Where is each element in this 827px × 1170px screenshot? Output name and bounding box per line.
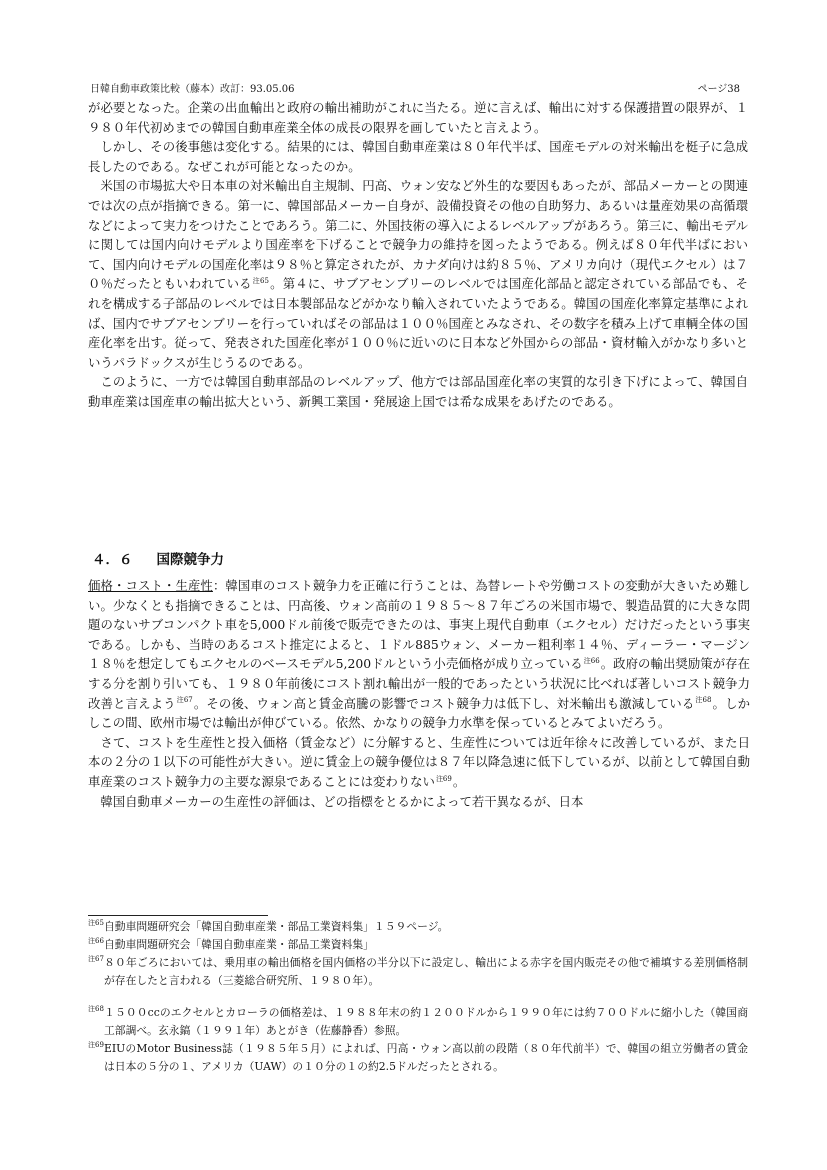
- footnote: 注66自動車問題研究会「韓国自動車産業・部品工業資料集」: [88, 937, 374, 951]
- paragraph-text: さて、コストを生産性と投入価格（賃金など）に分解すると、生産性については近年徐々に改善しているが、また日本の２分の１以下の可能性が大きい。逆に賃金上の競争優位は８７年以降急速に低下しているが、以前として韓国自動車産業のコスト競争力の主要な源泉であることには変わりない: [88, 734, 750, 789]
- footnote-spacer: [88, 990, 748, 1004]
- footnote-text: 自動車問題研究会「韓国自動車産業・部品工業資料集」: [104, 938, 374, 951]
- footnote-text: EIUのMotor Business誌（１９８５年５月）によれば、円高・ウォン高以前の段階（８０年代前半）で、韓国の組立労働者の賃金は日本の５分の１、アメリカ（UAW）の１０分の１の約2.5ドルだったとされる。: [104, 1042, 748, 1073]
- section-number: ４．６: [92, 552, 133, 568]
- paragraph-text: 米国の市場拡大や日本車の対米輸出自主規制、円高、ウォン安など外生的な要因もあったが、部品メーカーとの関連では次の点が指摘できる。第一に、韓国部品メーカー自身が、設備投資その他の自助努力、あるいは量産効果の高循環などによって実力をつけたことであろう。第二に、外国技術の導入によるレベルアップがあろう。第三に、輸出モデルに関しては国内向けモデルより国産率を下げることで競争力の維持を図ったようである。例えば８０年代半ばにおいて、国内向けモデルの国産化率は９８％と算定されたが、カナダ向けは約８５％、アメリカ向け（現代エクセル）は７０％だったともいわれている: [88, 178, 748, 292]
- paragraph: このように、一方では韓国自動車部品のレベルアップ、他方では部品国産化率の実質的な引き下げによって、韓国自動車産業は国産車の輸出拡大という、新興工業国・発展途上国では希な成果をあげたのである。: [88, 374, 748, 409]
- footnotes: [88, 918, 748, 1076]
- paragraph: [88, 576, 750, 733]
- paragraph-text: 。: [452, 773, 466, 789]
- section-title: 国際競争力: [156, 552, 224, 568]
- paragraph-text: 。第４に、サブアセンブリーのレベルでは国産化部品と認定されている部品でも、それを構成する子部品のレベルでは日本製部品などがかなり輸入されていたようである。韓国の国産化率算定基準によれば、国内でサブアセンブリーを行っていればその部品は１００％国産とみなされ、その数字を積み上げて車輌全体の国産化率を出す。従って、発表された国産化率が１００％に近いのに日本など外国からの部品・資材輸入がかなり多いというパラドックスが生じうるのである。: [88, 276, 748, 370]
- footnote-ref[interactable]: 注68: [695, 696, 712, 705]
- footnote-divider: [88, 915, 268, 916]
- footnote-ref[interactable]: 注67: [176, 696, 193, 705]
- page-header: [90, 80, 740, 98]
- footnote: 注67８０年ごろにおいては、乗用車の輸出価格を国内価格の半分以下に設定し、輸出による赤字を国内販売その他で補填する差別価格制が存在したと言われる（三菱総合研究所、１９８０年）。: [88, 955, 748, 987]
- paragraph-text: 。しかしこの間、欧州市場では輸出が伸びている。依然、かなりの競争力水準を保っているとみてよいだろう。: [88, 695, 750, 731]
- body-text: [88, 98, 748, 412]
- paragraph-text: 。その後、ウォン高と賃金高騰の影響でコスト競争力は低下し、対米輸出も激減している: [193, 695, 695, 711]
- section-heading: [92, 548, 224, 568]
- page-number: ページ38: [697, 84, 740, 95]
- header-title: 日韓自動車政策比較（藤本）改訂：93.05.06: [90, 84, 295, 95]
- paragraph: 韓国自動車メーカーの生産性の評価は、どの指標をとるかによって若干異なるが、日本: [100, 793, 584, 809]
- paragraph: が必要となった。企業の出血輸出と政府の輸出補助がこれに当たる。逆に言えば、輸出に対する保護措置の限界が、１９８０年代初めまでの韓国自動車産業全体の成長の限界を画していたと言えよう。: [88, 100, 748, 135]
- paragraph: [88, 176, 748, 372]
- footnote-ref[interactable]: 注69: [435, 774, 452, 783]
- footnote-ref[interactable]: 注66: [583, 657, 600, 666]
- footnote-text: １５００ccのエクセルとカローラの価格差は、１９８８年末の約１２００ドルから１９９０年には約７００ドルに縮小した（韓国商工部調べ。玄永鎬（１９９１年）あとがき（佐藤静香）参照。: [104, 1006, 748, 1037]
- paragraph-text: 。政府の輸出奨励策が存在する分を割り引いても、１９８０年前後にコスト割れ輸出が一般的であったという状況に比べれば著しいコスト競争力改善と言えよう: [88, 656, 750, 711]
- footnote-text: 自動車問題研究会「韓国自動車産業・部品工業資料集」１５９ページ。: [104, 920, 449, 933]
- footnote: 注65自動車問題研究会「韓国自動車産業・部品工業資料集」１５９ページ。: [88, 919, 449, 933]
- footnote: 注68１５００ccのエクセルとカローラの価格差は、１９８８年末の約１２００ドルから１９９０年には約７００ドルに縮小した（韓国商工部調べ。玄永鎬（１９９１年）あとがき（佐藤静香）参照。: [88, 1005, 748, 1037]
- lead-term: 価格・コスト・生産性: [88, 578, 213, 593]
- paragraph: しかし、その後事態は変化する。結果的には、韓国自動車産業は８０年代半ば、国産モデルの対米輸出を梃子に急成長したのである。なぜこれが可能となったのか。: [88, 139, 748, 174]
- footnote: 注69EIUのMotor Business誌（１９８５年５月）によれば、円高・ウォン高以前の段階（８０年代前半）で、韓国の組立労働者の賃金は日本の５分の１、アメリカ（UAW）の１０分の１の約2.5ドルだったとされる。: [88, 1041, 748, 1073]
- section-body: [88, 576, 750, 811]
- footnote-ref[interactable]: 注65: [252, 277, 269, 286]
- paragraph-text: ：韓国車のコスト競争力を正確に行うことは、為替レートや労働コストの変動が大きいため難しい。少なくとも指摘できることは、円高後、ウォン高前の１９８５〜８７年ごろの米国市場で、製造品質的に大きな問題のないサブコンパクト車を5,000ドル前後で販売できたのは、事実上現代自動車（エクセル）だけだったという事実である。しかも、当時のあるコスト推定によると、１ドル885ウォン、メーカー粗利率１４％、ディーラー・マージン１８％を想定してもエクセルのベースモデル5,200ドルという小売価格が成り立っている: [88, 578, 751, 672]
- footnote-text: ８０年ごろにおいては、乗用車の輸出価格を国内価格の半分以下に設定し、輸出による赤字を国内販売その他で補填する差別価格制が存在したと言われる（三菱総合研究所、１９８０年）。: [104, 956, 748, 987]
- paragraph: [88, 733, 750, 792]
